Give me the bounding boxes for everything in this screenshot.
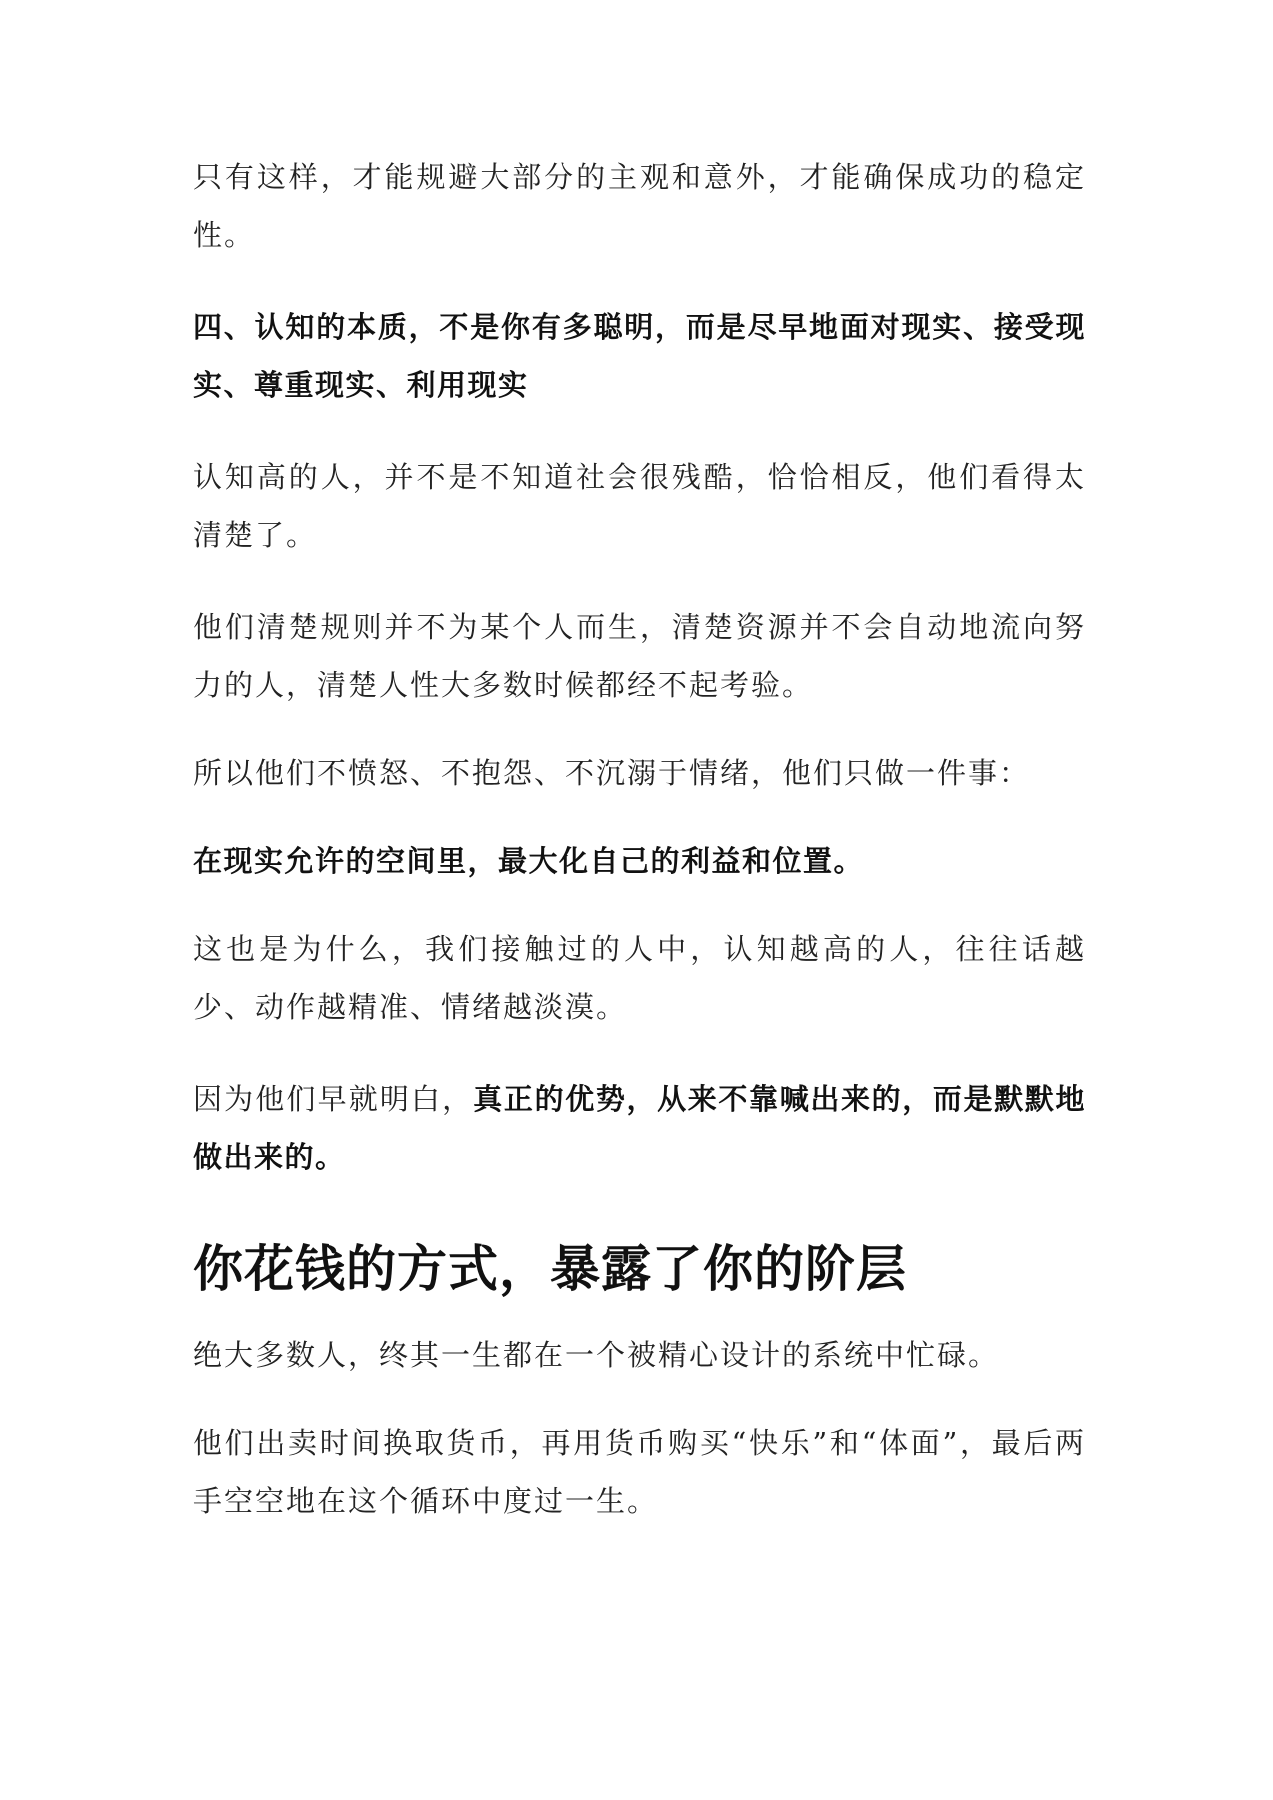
paragraph-stability: 只有这样，才能规避大部分的主观和意外，才能确保成功的稳定性。 bbox=[193, 160, 1086, 252]
paragraph-busy-system: 绝大多数人，终其一生都在一个被精心设计的系统中忙碌。 bbox=[193, 1338, 1000, 1372]
paragraph-real-advantage-bold: 真正的优势，从来不靠喊出来的，而是默默地做出来的。 bbox=[193, 1082, 1086, 1174]
paragraph-real-advantage bbox=[193, 1070, 1086, 1186]
paragraph-rules-resources: 他们清楚规则并不为某个人而生，清楚资源并不会自动地流向努力的人，清楚人性大多数时候都经不起考验。 bbox=[193, 610, 1086, 702]
section-heading-cognition: 四、认知的本质，不是你有多聪明，而是尽早地面对现实、接受现实、尊重现实、利用现实 bbox=[193, 310, 1086, 402]
section-title-spending: 你花钱的方式，暴露了你的阶层 bbox=[193, 1240, 907, 1298]
paragraph-one-thing: 所以他们不愤怒、不抱怨、不沉溺于情绪，他们只做一件事： bbox=[193, 756, 1031, 790]
paragraph-high-cognition: 认知高的人，并不是不知道社会很残酷，恰恰相反，他们看得太清楚了。 bbox=[193, 460, 1086, 552]
paragraph-real-advantage-plain: 因为他们早就明白， bbox=[193, 1082, 474, 1116]
paragraph-fewer-words: 这也是为什么，我们接触过的人中，认知越高的人，往往话越少、动作越精准、情绪越淡漠。 bbox=[193, 932, 1086, 1024]
document-page bbox=[193, 148, 1086, 1530]
paragraph-sell-time: 他们出卖时间换取货币，再用货币购买“快乐”和“体面”，最后两手空空地在这个循环中度过一生。 bbox=[193, 1426, 1086, 1518]
paragraph-maximize-bold: 在现实允许的空间里，最大化自己的利益和位置。 bbox=[193, 844, 865, 878]
